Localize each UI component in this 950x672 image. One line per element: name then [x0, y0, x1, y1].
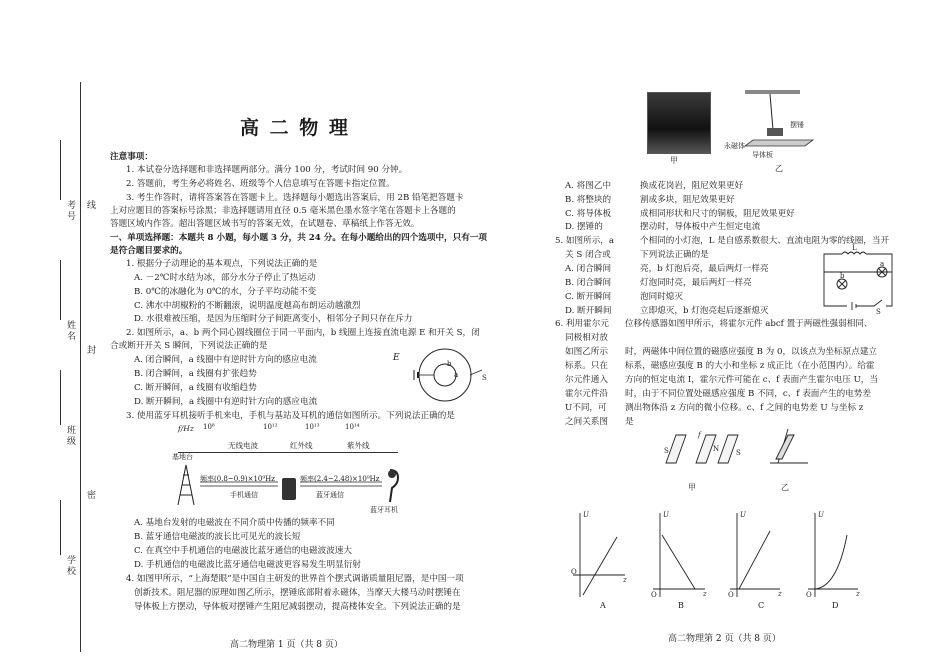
graph-b-xlabel: z — [703, 590, 707, 598]
q6-tail-8: 是 — [625, 417, 634, 427]
q3-stem: 3. 使用蓝牙耳机接听手机来电，手机与基站及耳机的通信如图所示。下列说法正确的是 — [126, 411, 455, 421]
q1-option-b: B. 0℃的冰融化为 0℃的水，分子平均动能不变 — [134, 287, 317, 297]
q5-fig-b: b — [840, 272, 845, 280]
side-label-xingming: 姓名 — [65, 320, 75, 342]
q4-option-c-tail: 成相同形状和尺寸的铜板，阻尼效果更好 — [640, 209, 795, 219]
fig-top-daoti: 导体板 — [752, 151, 773, 159]
page-title: 高 二 物 理 — [240, 117, 350, 139]
q2-option-b: B. 闭合瞬间，a 线圈有扩张趋势 — [134, 369, 257, 379]
graph-a-ylabel: U — [583, 511, 589, 519]
q6-answer-graphs — [565, 505, 865, 605]
q1-stem: 1. 根据分子动理论的基本观点，下列说法正确的是 — [126, 259, 318, 269]
q3-band-ir: 红外线 — [290, 441, 313, 450]
tower-icon — [178, 465, 194, 505]
q5-fig-L: L — [852, 244, 857, 252]
graph-d-ylabel: U — [818, 511, 824, 519]
q3-option-b: B. 蓝牙通信电磁波的波长比可见光的波长短 — [134, 532, 301, 542]
q5-option-b-tail: 灯泡同时亮，最后两灯一样亮 — [640, 278, 752, 288]
q3-right-label: 蓝牙通信 — [316, 491, 344, 499]
graph-letter-a: A — [600, 601, 606, 610]
side-label-mi: 密 — [85, 490, 95, 501]
q6-line-3: 如图乙所示 — [565, 347, 608, 357]
fig-top-yongci: 永磁体 — [724, 142, 745, 150]
section1-line1: 一、单项选择题：本题共 8 小题，每小题 3 分，共 24 分。在每小题给出的四个选项中，只有一项 — [110, 233, 488, 243]
q2-option-a: A. 闭合瞬间，a 线圈中有逆时针方向的感应电流 — [134, 355, 317, 365]
q5-option-d: D. 断开瞬间 — [565, 306, 612, 316]
graph-c-ylabel: U — [740, 511, 746, 519]
q5-line-2: 关 S 闭合或 — [565, 250, 611, 260]
q3-option-c: C. 在真空中手机通信的电磁波比蓝牙通信的电磁波波速大 — [134, 546, 352, 556]
q5-option-b: B. 闭合瞬间 — [565, 278, 612, 288]
q4-line-2: 创新技术。阻尼器的原理如图乙所示，摆锤底部附着永磁体，当摩天大楼马动时摆锤在 — [134, 588, 461, 598]
damper-diagram — [735, 88, 825, 158]
q6-line-5: 尔元件通入 — [565, 375, 608, 385]
phone-icon — [282, 478, 296, 500]
q3-spectrum-axis — [178, 452, 398, 453]
graph-d-origin: O — [806, 591, 812, 599]
graph-b-origin: O — [651, 591, 657, 599]
q5-option-c-tail: 泡同时熄灭 — [640, 292, 683, 302]
q3-tick-1: 10⁸ — [203, 423, 215, 431]
q5-fig-a: a — [880, 260, 885, 268]
page2-footer: 高二物理第 2 页（共 8 页） — [668, 634, 781, 644]
page1-footer: 高二物理第 1 页（共 8 页） — [230, 640, 343, 650]
fig-top-label-yi: 乙 — [775, 164, 783, 173]
q2-fig-label-e: E — [393, 353, 400, 363]
q3-axis-label: f/Hz — [178, 424, 194, 433]
q2-fig-label-b: b — [447, 360, 452, 368]
notice-item-3: 3. 考生作答时，请将答案答在答题卡上。选择题每小题选出答案后，用 2B 铅笔把答题卡 — [126, 193, 464, 203]
q6-line-7: U不同，可 — [565, 403, 607, 413]
side-label-kaohao: 考号 — [65, 200, 75, 222]
q4-option-d-tail: 摆动时，导体板中产生恒定电流 — [640, 222, 761, 232]
fill-line-xuexiao — [60, 500, 61, 555]
notice-item-3c: 答题区域内作答。超出答题区域书写的答案无效，在试题卷、草稿纸上作答无效。 — [110, 219, 420, 229]
q1-option-d: D. 水很难被压缩，是因为压缩时分子间距离变小，相邻分子间只存在斥力 — [134, 314, 413, 324]
q3-left-label-2: 手机通信 — [230, 491, 258, 499]
q4-option-c: C. 将导体板 — [565, 209, 612, 219]
q1-option-c: C. 沸水中胡椒粉的不断翻滚，说明温度越高布朗运动越激烈 — [134, 301, 361, 311]
graph-letter-c: C — [758, 601, 765, 610]
side-label-banji: 班级 — [65, 425, 75, 447]
q6-tail-7: 测出物体沿 z 方向的微小位移。c、f 之间的电势差 U 与坐标 z — [625, 403, 864, 413]
q2-stem-1: 2. 如图所示，a、b 两个同心圆线圈位于同一平面内，b 线圈上连接直流电源 E 和开关 S，闭 — [126, 328, 480, 338]
graph-d-xlabel: z — [856, 590, 860, 598]
q6-fig-S2: S — [736, 449, 741, 457]
q3-tick-3: 10¹³ — [305, 423, 320, 431]
q3-tick-4: 10¹⁴ — [345, 423, 360, 431]
fill-line-banji — [60, 370, 61, 425]
q6-fig-S1: S — [664, 447, 669, 455]
q5-line-2-tail: 下列说法正确的是 — [640, 250, 709, 260]
q5-fig-S: S — [876, 308, 881, 316]
q3-option-a: A. 基地台发射的电磁波在不同介质中传播的频率不同 — [134, 518, 335, 528]
side-label-xuexiao: 学校 — [65, 555, 75, 577]
q2-fig-label-a: a — [454, 371, 459, 379]
q4-option-a: A. 将图乙中 — [565, 181, 612, 191]
graph-c-xlabel: z — [778, 590, 782, 598]
q6-tail-6: 时，由于不同位置处磁感应强度 B 不同，c、f 表面产生的电势差 — [625, 389, 871, 399]
q5-option-a-tail: 亮，b 灯泡后亮，最后两灯一样亮 — [640, 264, 769, 274]
q6-fig-label-yi: 乙 — [781, 483, 789, 492]
fill-line-xingming — [60, 260, 61, 320]
notice-item-2: 2. 答题前，考生务必将姓名、班级等个人信息填写在答题卡指定位置。 — [126, 179, 395, 189]
q6-line-4: 标系。只在 — [565, 361, 608, 371]
side-label-feng: 封 — [85, 345, 95, 356]
damper-photo — [647, 92, 711, 154]
q6-tail-5: 方向的恒定电流 I，霍尔元件可能在 c、f 表面产生霍尔电压 U，当 — [625, 375, 878, 385]
q6-hall-figure — [658, 425, 818, 465]
fig-top-baichui: 摆锤 — [790, 121, 804, 129]
q6-line-8: 之间关系图 — [565, 417, 608, 427]
section1-line2: 是符合题目要求的。 — [110, 246, 188, 256]
q2-option-d: D. 断开瞬间，a 线圈中有逆时针方向的感应电流 — [134, 397, 318, 407]
q6-fig-N: N — [713, 445, 720, 453]
q6-line-6: 霍尔元件沿 — [565, 389, 608, 399]
fill-line-kaohao — [60, 140, 61, 200]
q3-comm-figure — [170, 460, 420, 510]
earphone-icon — [388, 470, 398, 502]
q4-line-1: 4. 如图甲所示，“上海楚眼”是中国自主研发的世界首个摆式调谐质量阻尼器，是中国一项 — [126, 574, 464, 584]
q5-circuit-figure — [812, 244, 902, 316]
q2-fig-label-s: S — [482, 374, 487, 382]
q6-tail-1: 位移传感器如图甲所示，将霍尔元件 abcf 置于两磁性强弱相同、 — [625, 319, 873, 329]
graph-letter-b: B — [678, 601, 684, 610]
q3-right-freq: 频率(2.4~2.48)×10⁹Hz — [300, 475, 380, 483]
q6-line-1: 6. 利用霍尔元 — [555, 319, 609, 329]
q6-line-2: 同极相对放 — [565, 333, 608, 343]
graph-b-ylabel: U — [663, 511, 669, 519]
q6-tail-3: 时，两磁体中间位置的磁感应强度 B 为 0，以该点为坐标原点建立 — [625, 347, 878, 357]
q3-band-uv: 紫外线 — [347, 441, 370, 450]
q2-coil-figure — [410, 346, 490, 404]
fig-top-label-jia: 甲 — [670, 156, 678, 165]
q4-option-d: D. 摆锤的 — [565, 222, 603, 232]
graph-c-origin: O — [728, 591, 734, 599]
notice-item-1: 1. 本试卷分选择题和非选择题两部分。满分 100 分，考试时间 90 分钟。 — [126, 165, 408, 175]
graph-a-origin: O — [571, 568, 577, 576]
binding-line — [80, 82, 81, 652]
q6-fig-f: f — [698, 431, 701, 439]
notice-heading: 注意事项： — [110, 152, 153, 162]
q3-earphone-label: 蓝牙耳机 — [370, 506, 398, 514]
side-label-xian: 线 — [85, 200, 95, 211]
q3-left-label: 基地台 — [172, 453, 193, 461]
q1-option-a: A. －2℃时水结为冰，部分水分子停止了热运动 — [134, 273, 316, 283]
q5-option-c: C. 断开瞬间 — [565, 292, 612, 302]
q5-line-1-tail: 个相同的小灯泡，L 是自感系数很大、直流电阻为零的线圈，当开 — [640, 236, 890, 246]
q3-left-freq: 频率(0.8~0.9)×10⁹Hz — [200, 475, 275, 483]
q3-tick-2: 10¹² — [263, 423, 278, 431]
q3-option-d: D. 手机通信的电磁波比蓝牙通信电磁波更容易发生明显衍射 — [134, 560, 361, 570]
graph-letter-d: D — [832, 601, 839, 610]
q5-option-a: A. 闭合瞬间 — [565, 264, 612, 274]
q3-band-radio: 无线电波 — [228, 441, 258, 450]
q4-option-b: B. 将整块的 — [565, 195, 612, 205]
q6-tail-4: 标系，磁感应强度 B 的大小和坐标 z 成正比（在小范围内）。给霍 — [625, 361, 875, 371]
q5-option-d-tail: 立即熄灭，b 灯泡亮起后逐渐熄灭 — [640, 306, 769, 316]
q2-stem-2: 合或断开开关 S 瞬间，下列说法正确的是 — [110, 341, 268, 351]
q2-option-c: C. 断开瞬间，a 线圈有收缩趋势 — [134, 383, 257, 393]
notice-item-3b: 上对应题目的答案标号涂黑；非选择题请用直径 0.5 毫米黑色墨水签字笔在答题卡上各题的 — [110, 206, 456, 216]
q5-line-1: 5. 如图所示，a — [555, 236, 615, 246]
q4-option-a-tail: 换成花岗岩，阻尼效果更好 — [640, 181, 744, 191]
graph-a-xlabel: z — [623, 576, 627, 584]
q6-fig-label-jia: 甲 — [688, 483, 696, 492]
q4-option-b-tail: 割成多块，阻尼效果更好 — [640, 195, 735, 205]
q4-line-3: 导体板上方摆动，导体板对摆锤产生阻尼减弱摆动，提高楼体安全。下列说法正确的是 — [134, 602, 461, 612]
